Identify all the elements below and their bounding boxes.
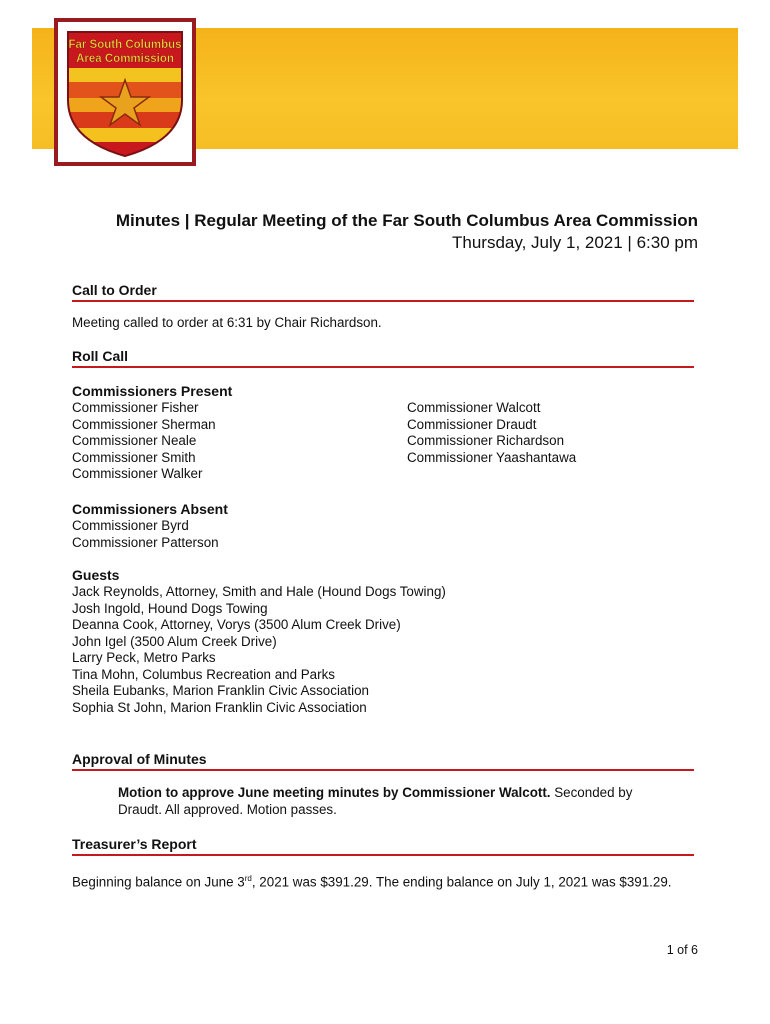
call-to-order-text: Meeting called to order at 6:31 by Chair Richardson.	[72, 315, 382, 330]
list-item: Commissioner Neale	[72, 433, 197, 448]
guests-list	[72, 584, 446, 716]
motion-rest-text: Seconded by Draudt. All approved. Motion passes.	[118, 785, 633, 817]
commission-logo	[54, 18, 196, 166]
present-list-right	[407, 400, 576, 466]
logo-line-1: Far South Columbus	[68, 39, 182, 51]
list-item: John Igel (3500 Alum Creek Drive)	[72, 633, 277, 649]
list-item: Josh Ingold, Hound Dogs Towing	[72, 600, 268, 616]
approval-heading: Approval of Minutes	[72, 751, 694, 771]
guests-heading: Guests	[72, 567, 120, 583]
list-item: Larry Peck, Metro Parks	[72, 650, 216, 665]
logo-line-2: Area Commission	[76, 53, 174, 65]
treasurer-text-start: Beginning balance on June 3	[72, 874, 245, 890]
treasurer-heading: Treasurer’s Report	[72, 836, 694, 856]
list-item: Commissioner Yaashantawa	[407, 449, 577, 465]
list-item: Commissioner Fisher	[72, 400, 199, 415]
shield-emblem	[58, 22, 192, 162]
list-item: Commissioner Patterson	[72, 534, 219, 550]
title-block	[72, 210, 698, 254]
document-subtitle: Thursday, July 1, 2021 | 6:30 pm	[451, 233, 698, 252]
list-item: Commissioner Sherman	[72, 416, 216, 432]
list-item: Sheila Eubanks, Marion Franklin Civic Association	[72, 683, 369, 698]
page-number: 1 of 6	[666, 943, 698, 957]
list-item: Sophia St John, Marion Franklin Civic Association	[72, 699, 367, 715]
list-item: Commissioner Walcott	[407, 400, 541, 415]
list-item: Tina Mohn, Columbus Recreation and Parks	[72, 666, 335, 682]
treasurer-text	[72, 871, 672, 891]
call-to-order-heading: Call to Order	[72, 282, 694, 302]
list-item: Commissioner Richardson	[407, 433, 565, 448]
absent-list	[72, 518, 219, 551]
document-title: Minutes | Regular Meeting of the Far South Columbus Area Commission	[115, 211, 698, 230]
present-list-left	[72, 400, 216, 483]
list-item: Deanna Cook, Attorney, Vorys (3500 Alum Creek Drive)	[72, 617, 401, 632]
list-item: Commissioner Smith	[72, 449, 196, 465]
approval-motion	[118, 784, 678, 818]
list-item: Commissioner Draudt	[407, 416, 537, 432]
ordinal-suffix: rd	[244, 874, 252, 883]
list-item: Jack Reynolds, Attorney, Smith and Hale (Hound Dogs Towing)	[72, 584, 446, 599]
roll-call-heading: Roll Call	[72, 348, 694, 368]
list-item: Commissioner Walker	[72, 466, 203, 481]
treasurer-text-end: , 2021 was $391.29. The ending balance on July 1, 2021 was $391.29.	[251, 874, 672, 890]
motion-bold-text: Motion to approve June meeting minutes by Commissioner Walcott.	[118, 785, 551, 800]
present-heading: Commissioners Present	[72, 383, 233, 399]
list-item: Commissioner Byrd	[72, 518, 189, 533]
absent-heading: Commissioners Absent	[72, 501, 228, 517]
